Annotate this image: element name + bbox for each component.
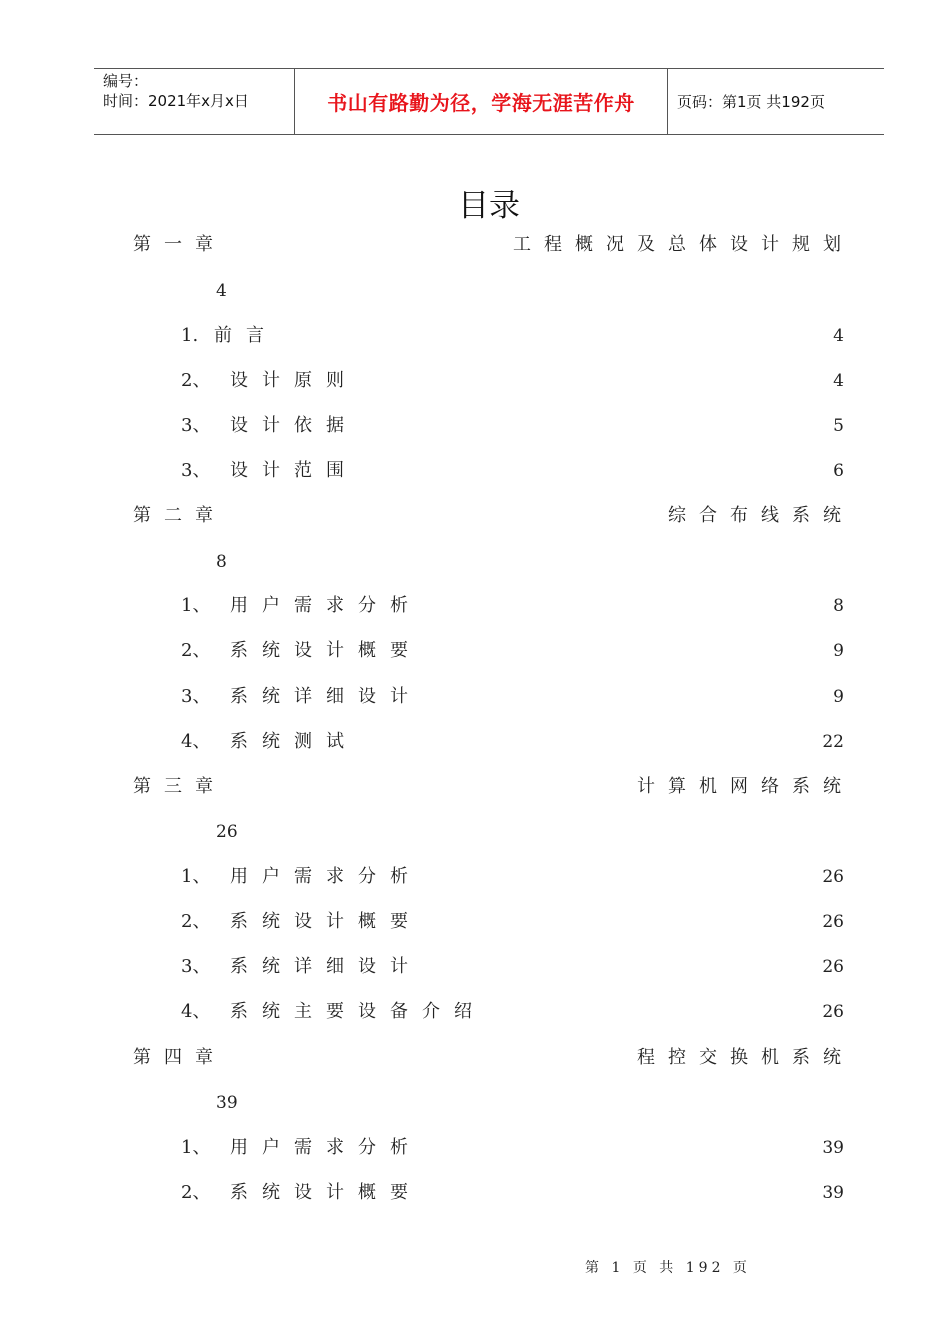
toc-chapter-4-page-row bbox=[0, 1088, 950, 1118]
entry-number: 2、 bbox=[181, 640, 211, 661]
toc-entry[interactable] bbox=[0, 456, 950, 486]
toc-entry[interactable] bbox=[0, 907, 950, 937]
entry-page: 26 bbox=[822, 1002, 844, 1022]
chapter-page: 8 bbox=[216, 552, 227, 572]
entry-title: 系统设计概要 bbox=[230, 640, 422, 661]
toc-chapter-2-page-row bbox=[0, 547, 950, 577]
entry-number: 1. bbox=[181, 325, 199, 346]
chapter-title: 工程概况及总体设计规划 bbox=[513, 234, 854, 255]
entry-number: 2、 bbox=[181, 911, 211, 932]
toc-entry[interactable] bbox=[0, 366, 950, 396]
document-header bbox=[94, 68, 884, 135]
chapter-label: 第二章 bbox=[133, 505, 226, 526]
entry-page: 39 bbox=[822, 1183, 844, 1203]
chapter-label: 第四章 bbox=[133, 1047, 226, 1068]
toc-entry[interactable] bbox=[0, 1133, 950, 1163]
entry-title: 设计范围 bbox=[230, 460, 358, 481]
chapter-label: 第三章 bbox=[133, 776, 226, 797]
entry-title: 系统设计概要 bbox=[230, 911, 422, 932]
entry-title: 系统主要设备介绍 bbox=[230, 1001, 486, 1022]
entry-title: 系统测试 bbox=[230, 731, 358, 752]
chapter-page: 26 bbox=[216, 822, 238, 842]
entry-page: 26 bbox=[822, 912, 844, 932]
footer-page-number: 第 1 页 共 192 页 bbox=[585, 1260, 751, 1276]
toc-chapter-3-page-row bbox=[0, 817, 950, 847]
toc-entry[interactable] bbox=[0, 591, 950, 621]
toc-entry[interactable] bbox=[0, 1178, 950, 1208]
entry-number: 1、 bbox=[181, 1137, 211, 1158]
entry-title: 系统详细设计 bbox=[230, 956, 422, 977]
entry-title: 系统设计概要 bbox=[230, 1182, 422, 1203]
chapter-page: 39 bbox=[216, 1093, 238, 1113]
entry-title: 用户需求分析 bbox=[230, 595, 422, 616]
header-meta bbox=[94, 69, 295, 134]
toc-entry[interactable] bbox=[0, 862, 950, 892]
entry-number: 3、 bbox=[181, 415, 211, 436]
chapter-title: 综合布线系统 bbox=[668, 505, 854, 526]
toc-entry[interactable] bbox=[0, 682, 950, 712]
entry-title: 设计依据 bbox=[230, 415, 358, 436]
toc-entry[interactable] bbox=[0, 997, 950, 1027]
toc-chapter-1-page-row bbox=[0, 276, 950, 306]
toc-entry[interactable] bbox=[0, 727, 950, 757]
header-page-info: 页码：第1页 共192页 bbox=[677, 93, 825, 111]
entry-number: 2、 bbox=[181, 370, 211, 391]
page-footer bbox=[0, 1257, 950, 1277]
entry-page: 22 bbox=[822, 732, 844, 752]
entry-title: 用户需求分析 bbox=[230, 1137, 422, 1158]
toc-chapter-1[interactable] bbox=[0, 230, 950, 260]
toc-chapter-2[interactable] bbox=[0, 501, 950, 531]
entry-number: 3、 bbox=[181, 956, 211, 977]
entry-page: 39 bbox=[822, 1138, 844, 1158]
toc-entry[interactable] bbox=[0, 636, 950, 666]
time-label: 时间：2021年x月x日 bbox=[103, 92, 249, 110]
chapter-label: 第一章 bbox=[133, 234, 226, 255]
entry-title: 设计原则 bbox=[230, 370, 358, 391]
entry-page: 26 bbox=[822, 867, 844, 887]
toc-entry[interactable] bbox=[0, 321, 950, 351]
entry-page: 4 bbox=[833, 326, 844, 346]
entry-page: 4 bbox=[833, 371, 844, 391]
entry-title: 用户需求分析 bbox=[230, 866, 422, 887]
toc-entry[interactable] bbox=[0, 952, 950, 982]
entry-page: 26 bbox=[822, 957, 844, 977]
chapter-title: 计算机网络系统 bbox=[637, 776, 854, 797]
entry-number: 2、 bbox=[181, 1182, 211, 1203]
entry-title: 系统详细设计 bbox=[230, 686, 422, 707]
entry-page: 9 bbox=[833, 687, 844, 707]
entry-page: 5 bbox=[833, 416, 844, 436]
entry-number: 3、 bbox=[181, 460, 211, 481]
chapter-title: 程控交换机系统 bbox=[637, 1047, 854, 1068]
entry-number: 1、 bbox=[181, 866, 211, 887]
toc-entry[interactable] bbox=[0, 411, 950, 441]
entry-number: 4、 bbox=[181, 1001, 211, 1022]
entry-number: 3、 bbox=[181, 686, 211, 707]
toc-title: 目录 bbox=[458, 188, 520, 224]
chapter-page: 4 bbox=[216, 281, 227, 301]
header-motto: 书山有路勤为径，学海无涯苦作舟 bbox=[295, 69, 668, 134]
entry-page: 6 bbox=[833, 461, 844, 481]
entry-title: 前言 bbox=[214, 325, 278, 346]
entry-number: 1、 bbox=[181, 595, 211, 616]
toc-chapter-4[interactable] bbox=[0, 1043, 950, 1073]
entry-page: 8 bbox=[833, 596, 844, 616]
number-label: 编号： bbox=[103, 72, 149, 90]
entry-number: 4、 bbox=[181, 731, 211, 752]
toc-chapter-3[interactable] bbox=[0, 772, 950, 802]
entry-page: 9 bbox=[833, 641, 844, 661]
